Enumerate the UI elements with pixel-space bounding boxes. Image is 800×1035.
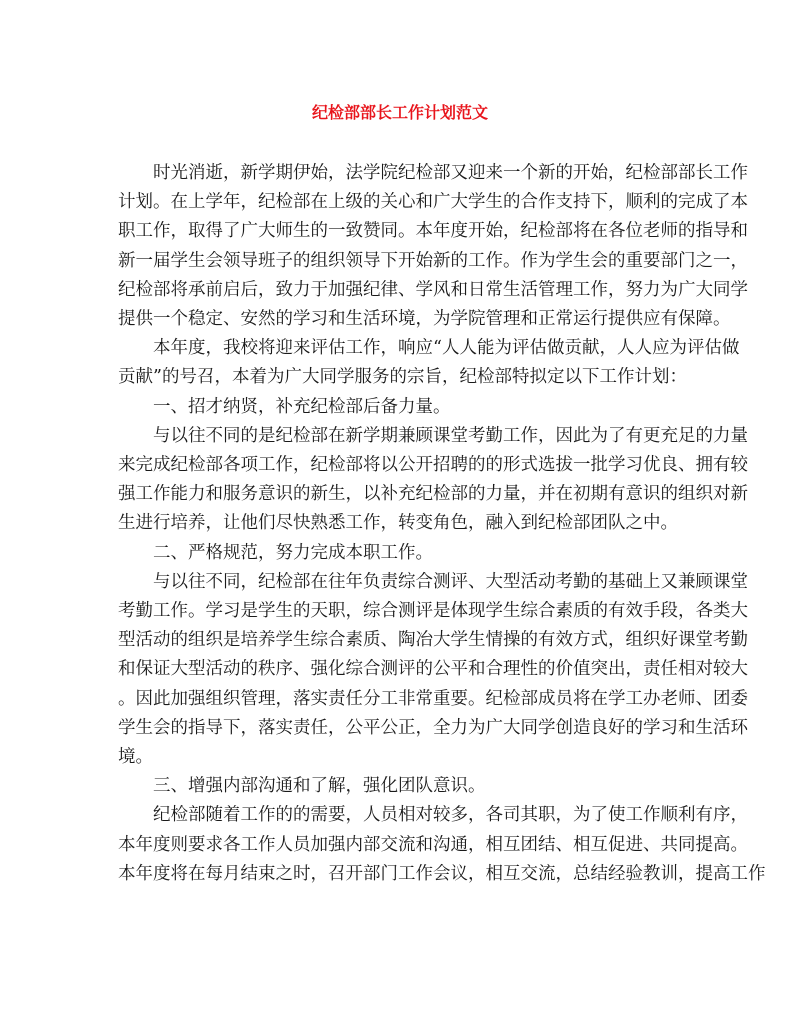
- paragraph: [118, 334, 740, 392]
- paragraph: [118, 801, 766, 889]
- text-line: 型活动的组织是培养学生综合素质、陶冶大学生情操的有效方式，组织好课堂考勤: [118, 630, 748, 651]
- paragraph: [118, 568, 748, 772]
- text-line: 三、增强内部沟通和了解，强化团队意识。: [153, 776, 486, 797]
- paragraph: [118, 539, 686, 568]
- paragraph: [118, 772, 686, 801]
- text-line: 与以往不同，纪检部在往年负责综合测评、大型活动考勤的基础上又兼顾课堂: [153, 571, 748, 592]
- text-line: 强工作能力和服务意识的新生，以补充纪检部的力量，并在初期有意识的组织对新: [118, 484, 748, 505]
- text-line: 来完成纪检部各项工作，纪检部将以公开招聘的的形式选拔一批学习优良、拥有较: [118, 455, 748, 476]
- text-line: 新一届学生会领导班子的组织领导下开始新的工作。作为学生会的重要部门之一，: [118, 250, 748, 271]
- text-line: 学生会的指导下，落实责任，公平公正，全力为广大同学创造良好的学习和生活环: [118, 717, 748, 738]
- text-line: 。因此加强组织管理，落实责任分工非常重要。纪检部成员将在学工办老师、团委: [118, 688, 748, 709]
- text-line: 一、招才纳贤，补充纪检部后备力量。: [153, 396, 451, 417]
- text-line: 贡献”的号召，本着为广大同学服务的宗旨，纪检部特拟定以下工作计划：: [118, 367, 687, 388]
- text-line: 纪检部随着工作的的需要，人员相对较多，各司其职，为了使工作顺利有序，: [153, 805, 748, 826]
- document-title: 纪检部部长工作计划范文: [311, 103, 488, 122]
- text-line: 境。: [118, 747, 153, 768]
- paragraph: [118, 393, 686, 422]
- paragraph: [118, 159, 748, 334]
- text-line: 本年度将在每月结束之时，召开部门工作会议，相互交流，总结经验教训，提高工作: [118, 863, 766, 884]
- text-line: 考勤工作。学习是学生的天职，综合测评是体现学生综合素质的有效手段，各类大: [118, 601, 748, 622]
- document-body: [118, 159, 766, 889]
- text-line: 时光消逝，新学期伊始，法学院纪检部又迎来一个新的开始，纪检部部长工作: [153, 163, 748, 183]
- text-line: 二、严格规范，努力完成本职工作。: [153, 542, 433, 563]
- text-line: 本年度则要求各工作人员加强内部交流和沟通，相互团结、相互促进、共同提高。: [118, 834, 748, 855]
- text-line: 和保证大型活动的秩序、强化综合测评的公平和合理性的价值突出，责任相对较大: [118, 659, 748, 680]
- text-line: 与以往不同的是纪检部在新学期兼顾课堂考勤工作，因此为了有更充足的力量: [153, 425, 748, 446]
- text-line: 生进行培养，让他们尽快熟悉工作，转变角色，融入到纪检部团队之中。: [118, 513, 678, 534]
- text-line: 提供一个稳定、安然的学习和生活环境，为学院管理和正常运行提供应有保障。: [118, 309, 731, 330]
- paragraph: [118, 422, 748, 539]
- text-line: 本年度，我校将迎来评估工作，响应“人人能为评估做贡献，人人应为评估做: [153, 338, 740, 359]
- text-line: 纪检部将承前启后，致力于加强纪律、学风和日常生活管理工作，努力为广大同学: [118, 279, 748, 300]
- text-line: 职工作，取得了广大师生的一致赞同。本年度开始，纪检部将在各位老师的指导和: [118, 221, 748, 242]
- text-line: 计划。在上学年，纪检部在上级的关心和广大学生的合作支持下，顺利的完成了本: [118, 192, 748, 213]
